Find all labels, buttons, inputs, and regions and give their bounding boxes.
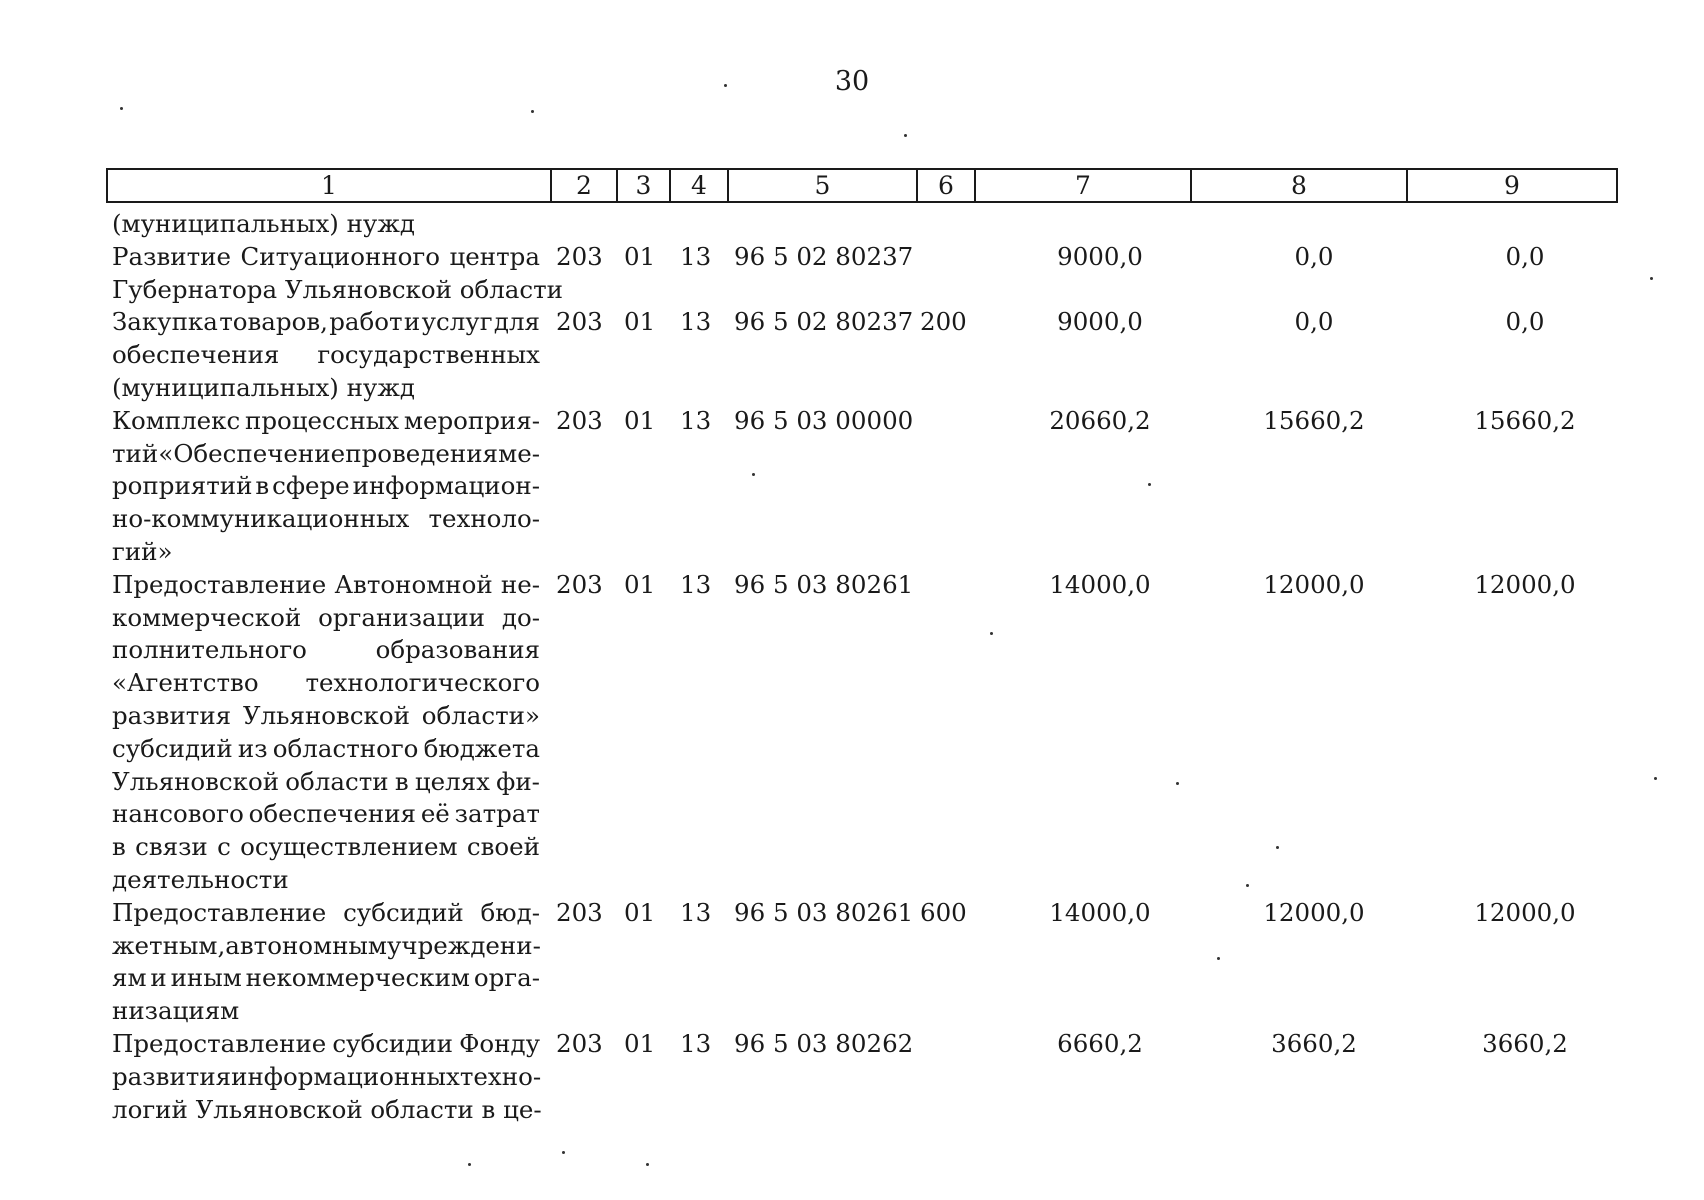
row-section-code: 203 [556, 405, 603, 435]
row-name-line: Предоставление Автономной не- [112, 569, 540, 599]
table-row [0, 569, 1704, 897]
page-number: 30 [834, 66, 870, 97]
row-name-line: деятельности [112, 864, 289, 894]
header-cell: 5 [727, 170, 916, 201]
row-chapter-code: 01 [624, 897, 656, 927]
scan-speck [1654, 777, 1657, 780]
row-name-line: (муниципальных) нужд [112, 372, 415, 402]
row-name [112, 241, 564, 307]
scan-speck [531, 110, 534, 113]
row-expense-type: 600 [920, 897, 967, 927]
scan-speck [120, 107, 123, 110]
row-amount-year2: 15660,2 [1263, 405, 1365, 435]
row-amount-year2: 0,0 [1294, 241, 1334, 271]
row-section-code: 203 [556, 569, 603, 599]
row-name-line: гий» [112, 536, 173, 566]
row-amount-year2: 12000,0 [1263, 569, 1365, 599]
row-amount-year3: 0,0 [1505, 307, 1545, 337]
table-row [0, 897, 1704, 1028]
row-amount-year2: 0,0 [1294, 307, 1334, 337]
row-target-code: 96 5 03 80262 [734, 1029, 914, 1058]
row-name-line: Закупка товаров, работ и услуг для [112, 307, 540, 337]
row-amount-year1: 14000,0 [1049, 897, 1151, 927]
row-subsection-code: 13 [680, 405, 712, 435]
row-subsection-code: 13 [680, 241, 712, 271]
header-cell: 3 [616, 170, 669, 201]
scan-speck [1148, 483, 1151, 486]
scan-speck [1246, 884, 1249, 887]
row-target-code: 96 5 03 80261 [734, 569, 914, 599]
row-name [112, 897, 540, 1028]
row-name-line: жетным, автономным учреждени- [112, 930, 541, 960]
row-amount-year1: 20660,2 [1049, 405, 1151, 435]
row-amount-year3: 0,0 [1505, 241, 1545, 271]
row-section-code: 203 [556, 307, 603, 337]
row-target-code: 96 5 03 80261 [734, 897, 914, 927]
table-row [0, 1028, 1704, 1126]
row-name-line: Комплекс процессных мероприя- [112, 405, 540, 435]
scan-speck [904, 134, 907, 137]
row-section-code: 203 [556, 241, 603, 271]
row-subsection-code: 13 [680, 1029, 712, 1058]
row-subsection-code: 13 [680, 897, 712, 927]
row-name-line: «Агентство технологического [112, 668, 540, 698]
scan-speck [1276, 846, 1279, 849]
header-cell: 4 [669, 170, 727, 201]
row-section-code: 203 [556, 897, 603, 927]
scan-speck [646, 1163, 649, 1166]
row-name [112, 569, 540, 897]
row-target-code: 96 5 03 00000 [734, 405, 914, 435]
row-name [112, 306, 540, 404]
row-name-line: низациям [112, 996, 240, 1026]
row-name-line: ям и иным некоммерческим орга- [112, 963, 540, 993]
row-amount-year2: 12000,0 [1263, 897, 1365, 927]
row-target-code: 96 5 02 80237 [734, 307, 914, 337]
row-name-line: (муниципальных) нужд [112, 209, 415, 238]
row-subsection-code: 13 [680, 569, 712, 599]
row-name-line: роприятий в сфере информацион- [112, 471, 540, 501]
row-name-line: логий Ульяновской области в це- [112, 1094, 542, 1124]
row-chapter-code: 01 [624, 307, 656, 337]
row-name-line: в связи с осуществлением своей [112, 832, 540, 862]
row-name-line: Предоставление субсидий бюд- [112, 897, 540, 927]
row-name-line: субсидий из областного бюджета [112, 733, 540, 763]
row-amount-year1: 9000,0 [1057, 241, 1143, 271]
row-chapter-code: 01 [624, 241, 656, 271]
row-name [112, 208, 540, 241]
table-row [0, 241, 1704, 307]
row-name-line: развития информационных техно- [112, 1061, 542, 1091]
row-name-line: развития Ульяновской области» [112, 700, 540, 730]
row-amount-year3: 12000,0 [1474, 569, 1576, 599]
header-cell: 6 [916, 170, 974, 201]
row-target-code: 96 5 02 80237 [734, 241, 914, 271]
scan-speck [562, 1151, 565, 1154]
row-amount-year1: 9000,0 [1057, 307, 1143, 337]
row-name-line: Предоставление субсидии Фонду [112, 1029, 540, 1058]
row-name-line: полнительного образования [112, 635, 540, 665]
header-cell: 9 [1406, 170, 1616, 201]
scan-speck [1650, 277, 1653, 280]
row-name-line: нансового обеспечения её затрат [112, 799, 540, 829]
scan-speck [990, 632, 993, 635]
scan-speck [1217, 957, 1220, 960]
header-cell: 8 [1190, 170, 1406, 201]
scan-speck [468, 1163, 471, 1166]
row-name-line: Губернатора Ульяновской области [112, 274, 564, 304]
scan-speck [1176, 782, 1179, 785]
scan-speck [752, 473, 755, 476]
row-amount-year1: 14000,0 [1049, 569, 1151, 599]
row-name-line: Развитие Ситуационного центра [112, 241, 540, 271]
row-expense-type: 200 [920, 307, 967, 337]
row-subsection-code: 13 [680, 307, 712, 337]
row-name-line: тий «Обеспечение проведения ме- [112, 438, 540, 468]
row-amount-year2: 3660,2 [1271, 1029, 1357, 1058]
row-amount-year3: 15660,2 [1474, 405, 1576, 435]
row-section-code: 203 [556, 1029, 603, 1058]
header-cell: 2 [550, 170, 616, 201]
row-name-line: но-коммуникационных техноло- [112, 504, 540, 534]
table-row [0, 208, 1704, 241]
scan-speck [724, 84, 727, 87]
header-cell: 1 [321, 171, 337, 200]
table-row [0, 405, 1704, 569]
row-chapter-code: 01 [624, 569, 656, 599]
row-amount-year1: 6660,2 [1057, 1029, 1143, 1058]
row-chapter-code: 01 [624, 1029, 656, 1058]
row-amount-year3: 3660,2 [1482, 1029, 1568, 1058]
row-name-line: обеспечения государственных [112, 340, 540, 370]
row-name-line: коммерческой организации до- [112, 602, 540, 632]
row-name-line: Ульяновской области в целях фи- [112, 766, 540, 796]
row-chapter-code: 01 [624, 405, 656, 435]
table-row [0, 306, 1704, 404]
row-name [112, 1028, 540, 1126]
row-amount-year3: 12000,0 [1474, 897, 1576, 927]
table-header [106, 168, 1618, 203]
row-name [112, 405, 540, 569]
header-cell: 7 [974, 170, 1190, 201]
